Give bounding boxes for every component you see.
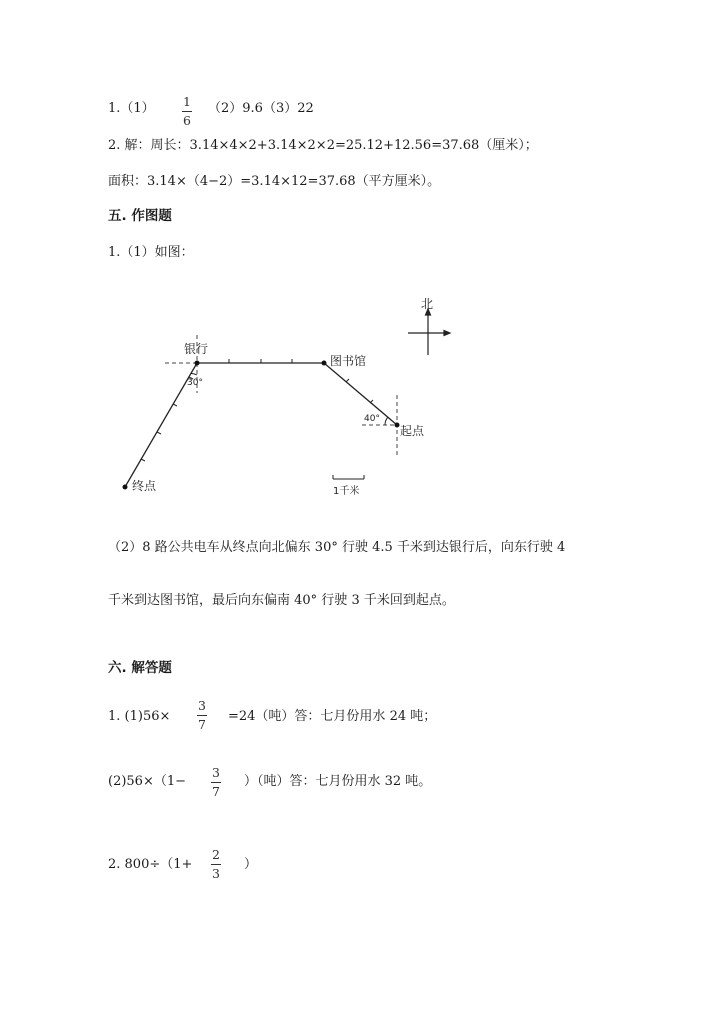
angle-40-label: 40° [364,414,380,424]
start-guides [362,395,397,455]
answer-6-2-rest: ） [244,857,258,872]
fraction-1-6 [182,95,192,128]
end-point [123,485,128,490]
answer-6-1b-rest: ）（吨）答：七月份用水 32 吨。 [244,774,432,789]
answer-1 [108,100,155,118]
section-5-q2-line-2: 千米到达图书馆，最后向东偏南 40° 行驶 3 千米回到起点。 [108,593,455,608]
fraction-2-3 [211,848,221,881]
fraction-bar [211,864,221,865]
start-label: 起点 [400,424,425,438]
fraction-numerator: 3 [212,765,220,780]
fraction-bar [211,782,221,783]
fraction-numerator: 3 [198,698,206,713]
fraction-3-7-b [211,766,221,799]
answer-2-line-2: 面积：3.14×（4−2）=3.14×12=37.68（平方厘米）。 [108,174,441,189]
answer-6-1a-rest: =24（吨）答：七月份用水 24 吨； [228,709,437,724]
section-6-heading: 六. 解答题 [108,660,172,676]
fraction-bar [197,715,207,716]
answer-1-rest-text: （2）9.6（3）22 [208,101,314,116]
fraction-denominator: 7 [212,784,220,799]
angle-arc-start [385,417,388,425]
start-point [395,423,400,428]
angle-30-label: 30° [187,378,203,388]
fraction-denominator: 6 [183,113,191,128]
answer-1-prefix: 1.（1） [108,101,155,116]
answer-6-1a-prefix: 1. (1)56× [108,709,171,724]
scale-bar [333,475,364,479]
fraction-3-7-a [197,699,207,732]
library-point [322,361,327,366]
answer-6-1b-prefix: (2)56×（1− [108,774,187,789]
section-5-heading: 五. 作图题 [108,208,172,224]
north-label: 北 [421,297,434,311]
angle-arc-bank [191,373,197,375]
fraction-denominator: 3 [212,866,220,881]
answer-2-line-1: 2. 解：周长：3.14×4×2+3.14×2×2=25.12+12.56=37.68（厘米）； [108,138,538,153]
scale-label: 1千米 [333,486,360,497]
fraction-numerator: 2 [212,847,220,862]
compass-icon [408,309,450,355]
section-5-q2-line-1: （2）8 路公共电车从终点向北偏东 30° 行驶 4.5 千米到达银行后，向东行驶 4 [108,540,566,555]
end-label: 终点 [132,479,157,493]
fraction-numerator: 1 [183,94,191,109]
answer-1-rest [208,100,314,118]
fraction-bar [182,111,192,112]
bank-label: 银行 [184,342,209,356]
answer-6-2-prefix: 2. 800÷（1+ [108,857,193,872]
library-label: 图书馆 [330,354,367,368]
route-path [125,363,397,487]
bank-point [195,361,200,366]
route-map [0,285,720,515]
section-5-q1-label: 1.（1）如图： [108,245,194,260]
fraction-denominator: 7 [198,717,206,732]
